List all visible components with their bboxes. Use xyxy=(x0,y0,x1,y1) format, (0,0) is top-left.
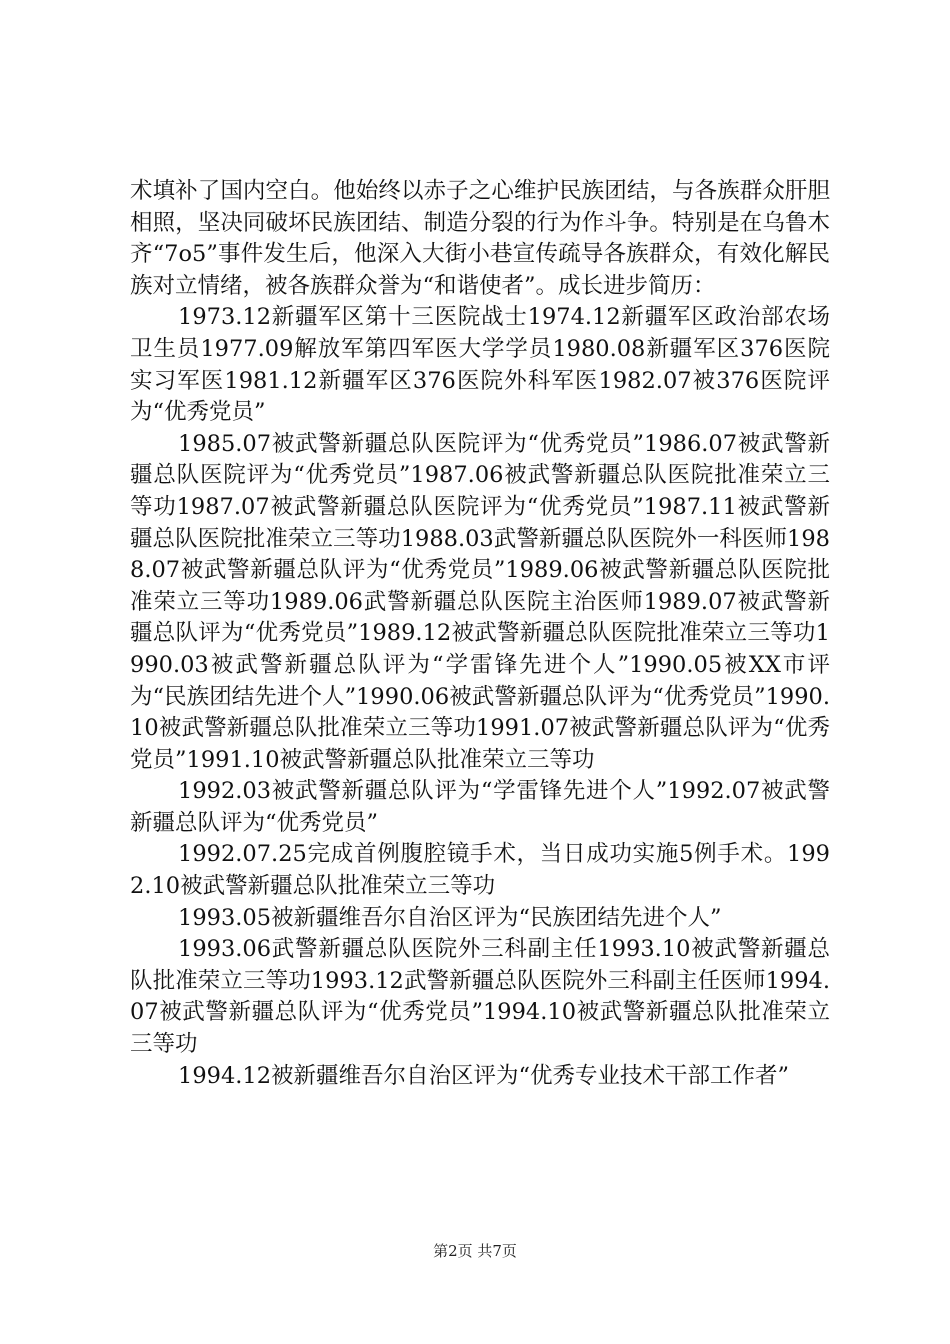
paragraph-resume-1993-05: 1993.05被新疆维吾尔自治区评为“民族团结先进个人” xyxy=(178,904,722,931)
paragraph-resume-1992-honors: 1992.03被武警新疆总队评为“学雷锋先进个人”1992.07被武警新疆总队评为“优秀党员” xyxy=(130,778,830,836)
page-number-footer: 第2页 共7页 xyxy=(433,1242,517,1260)
paragraph-intro-continuation: 术填补了国内空白。他始终以赤子之心维护民族团结，与各族群众肝胆相照，坚决同破坏民族团结、制造分裂的行为作斗争。特别是在乌鲁木齐“7o5”事件发生后，他深入大街小巷宣传疏导各族群众，有效化解民族对立情绪，被各族群众誉为“和谐使者”。成长进步简历： xyxy=(130,178,830,299)
paragraph-resume-1994-12: 1994.12被新疆维吾尔自治区评为“优秀专业技术干部工作者” xyxy=(178,1062,790,1089)
paragraph-resume-1993-1994: 1993.06武警新疆总队医院外三科副主任1993.10被武警新疆总队批准荣立三等功1993.12武警新疆总队医院外三科副主任医师1994.07被武警新疆总队评为“优秀党员”1994.10被武警新疆总队批准荣立三等功 xyxy=(130,936,830,1058)
document-body xyxy=(130,176,830,1092)
paragraph-resume-1992-surgery: 1992.07.25完成首例腹腔镜手术，当日成功实施5例手术。1992.10被武警新疆总队批准荣立三等功 xyxy=(130,841,830,900)
paragraph-resume-1985-1991: 1985.07被武警新疆总队医院评为“优秀党员”1986.07被武警新疆总队医院评为“优秀党员”1987.06被武警新疆总队医院批准荣立三等功1987.07被武警新疆总队医院评为“优秀党员”1987.11被武警新疆总队医院批准荣立三等功1988.03武警新疆总队医院外一科医师1988.07被武警新疆总队评为“优秀党员”1989.06被武警新疆总队医院批准荣立三等功1989.06武警新疆总队医院主治医师1989.07被武警新疆总队评为“优秀党员”1989.12被武警新疆总队医院批准荣立三等功1990.03被武警新疆总队评为“学雷锋先进个人”1990.05被XX市评为“民族团结先进个人”1990.06被武警新疆总队评为“优秀党员”1990.10被武警新疆总队批准荣立三等功1991.07被武警新疆总队评为“优秀党员”1991.10被武警新疆总队批准荣立三等功 xyxy=(130,430,830,773)
paragraph-resume-1973-1982: 1973.12新疆军区第十三医院战士1974.12新疆军区政治部农场卫生员1977.09解放军第四军医大学学员1980.08新疆军区376医院实习军医1981.12新疆军区376医院外科军医1982.07被376医院评为“优秀党员” xyxy=(130,304,830,426)
